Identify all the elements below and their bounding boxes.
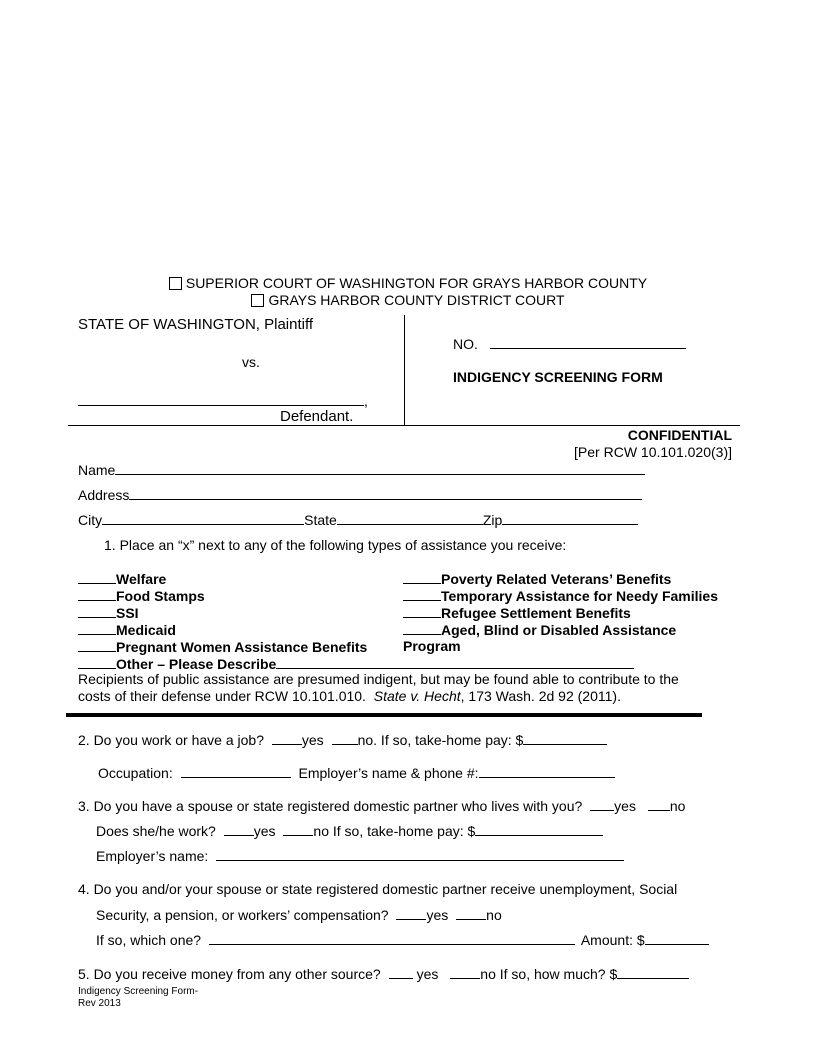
caption-divider <box>404 315 405 426</box>
superior-court-label: SUPERIOR COURT OF WASHINGTON FOR GRAYS HARBOR COUNTY <box>185 275 648 291</box>
city-label: City <box>78 512 103 528</box>
assist-food-stamps <box>78 587 205 604</box>
assist-food-stamps-blank[interactable] <box>78 587 116 601</box>
q4-which-row <box>96 931 709 948</box>
q5-yes-blank[interactable] <box>389 965 413 979</box>
assist-medicaid <box>78 621 176 638</box>
defendant-name-line <box>78 392 368 409</box>
q3-pay-field[interactable] <box>475 822 603 836</box>
q1-text: 1. Place an “x” next to any of the following types of assistance you receive: <box>104 537 567 553</box>
assist-ssi-label: SSI <box>116 605 139 621</box>
assist-medicaid-blank[interactable] <box>78 621 116 635</box>
q5-text: 5. Do you receive money from any other source? <box>78 966 381 982</box>
q5-no-label: no If so, how much? $ <box>480 966 618 982</box>
case-number-row <box>453 335 686 352</box>
q4-yes-blank[interactable] <box>396 906 426 920</box>
defendant-name-field[interactable] <box>78 392 364 406</box>
assist-tanf <box>403 587 718 604</box>
assist-welfare <box>78 570 166 587</box>
assist-ssi <box>78 604 139 621</box>
q3-work-row <box>96 822 603 839</box>
q5-no-blank[interactable] <box>450 965 480 979</box>
court-superior-row <box>0 275 816 291</box>
form-title: INDIGENCY SCREENING FORM <box>453 369 663 385</box>
assist-aged-blind-program: Program <box>403 638 461 654</box>
plaintiff-label: STATE OF WASHINGTON, Plaintiff <box>78 316 314 333</box>
q1-note-line2 <box>78 688 621 704</box>
q4-amount-field[interactable] <box>645 931 709 945</box>
assist-medicaid-label: Medicaid <box>116 622 176 638</box>
assist-refugee-label: Refugee Settlement Benefits <box>441 605 631 621</box>
assist-other <box>78 655 634 672</box>
q4-text2: Security, a pension, or workers’ compensation? <box>96 907 389 923</box>
q5-yes-label: yes <box>416 966 439 982</box>
q5-amount-field[interactable] <box>617 965 689 979</box>
confidential-citation: [Per RCW 10.101.020(3)] <box>574 444 732 460</box>
zip-label: Zip <box>482 512 503 528</box>
zip-field[interactable] <box>502 511 638 525</box>
q3-work-no-blank[interactable] <box>283 822 313 836</box>
q1-note-case: State v. Hecht <box>373 688 461 704</box>
footer-line2: Rev 2013 <box>78 998 121 1009</box>
q2-no-blank[interactable] <box>332 731 358 745</box>
defendant-comma: , <box>364 393 368 409</box>
assist-welfare-label: Welfare <box>116 571 167 587</box>
district-court-label: GRAYS HARBOR COUNTY DISTRICT COURT <box>268 292 565 308</box>
q2-occupation-field[interactable] <box>181 764 291 778</box>
district-court-checkbox[interactable] <box>251 294 264 307</box>
q3-work-no-label: no If so, take-home pay: $ <box>313 823 476 839</box>
confidential-title: CONFIDENTIAL <box>627 427 732 443</box>
q4-yes-label: yes <box>426 907 449 923</box>
assist-aged-blind-blank[interactable] <box>403 621 441 635</box>
state-field[interactable] <box>337 511 483 525</box>
q2-yes-blank[interactable] <box>272 731 302 745</box>
assist-tanf-blank[interactable] <box>403 587 441 601</box>
q3-employer-row <box>96 847 624 864</box>
caption-bottom-rule <box>68 425 740 426</box>
assist-tanf-label: Temporary Assistance for Needy Families <box>441 588 718 604</box>
name-label: Name <box>78 462 116 478</box>
superior-court-checkbox[interactable] <box>169 277 182 290</box>
q5-row <box>78 965 689 982</box>
q4-amount-label: Amount: $ <box>580 932 645 948</box>
q3-work-yes-label: yes <box>253 823 276 839</box>
q4-no-label: no <box>486 907 502 923</box>
section-divider <box>66 713 702 717</box>
assist-veterans-label: Poverty Related Veterans’ Benefits <box>441 571 672 587</box>
assist-food-stamps-label: Food Stamps <box>116 588 205 604</box>
assist-aged-blind <box>403 621 676 638</box>
q3-employer-field[interactable] <box>216 847 624 861</box>
assist-pregnant-women-blank[interactable] <box>78 638 116 652</box>
case-number-label: NO. <box>453 336 478 352</box>
q4-text: 4. Do you and/or your spouse or state registered domestic partner receive unemployment, Social <box>78 881 678 897</box>
q3-no-blank[interactable] <box>648 797 670 811</box>
vs-label: vs. <box>242 354 260 370</box>
q1-note-citation: , 173 Wash. 2d 92 (2011). <box>460 688 621 704</box>
q2-pay-field[interactable] <box>523 731 607 745</box>
q2-text: 2. Do you work or have a job? <box>78 732 264 748</box>
assist-veterans <box>403 570 671 587</box>
q4-which-label: If so, which one? <box>96 932 202 948</box>
q2-yes-label: yes <box>301 732 324 748</box>
q2-occupation-label: Occupation: <box>98 765 173 781</box>
q2-row <box>78 731 607 748</box>
q3-employer-label: Employer’s name: <box>96 848 209 864</box>
q3-work-label: Does she/he work? <box>96 823 216 839</box>
city-field[interactable] <box>102 511 304 525</box>
assist-other-describe-field[interactable] <box>276 655 634 669</box>
address-field[interactable] <box>129 486 642 500</box>
q4-which-field[interactable] <box>209 931 575 945</box>
case-number-field[interactable] <box>490 335 686 349</box>
city-row <box>78 511 638 528</box>
court-district-row <box>0 292 816 308</box>
q3-work-yes-blank[interactable] <box>224 822 254 836</box>
q4-no-blank[interactable] <box>456 906 486 920</box>
state-label: State <box>304 512 337 528</box>
address-label: Address <box>78 487 130 503</box>
address-row <box>78 486 642 503</box>
q2-occupation-row <box>98 764 615 781</box>
q2-no-label: no. If so, take-home pay: $ <box>357 732 524 748</box>
assist-pregnant-women <box>78 638 367 655</box>
assist-welfare-blank[interactable] <box>78 570 116 584</box>
defendant-label: Defendant. <box>280 408 354 425</box>
assist-ssi-blank[interactable] <box>78 604 116 618</box>
assist-veterans-blank[interactable] <box>403 570 441 584</box>
q2-employer-field[interactable] <box>479 764 615 778</box>
assist-refugee <box>403 604 631 621</box>
assist-aged-blind-label: Aged, Blind or Disabled Assistance <box>441 622 677 638</box>
assist-refugee-blank[interactable] <box>403 604 441 618</box>
q3-yes-blank[interactable] <box>590 797 614 811</box>
q3-yes-label: yes <box>614 798 636 814</box>
footer-line1: Indigency Screening Form- <box>78 986 199 997</box>
q2-employer-label: Employer’s name & phone #: <box>298 765 479 781</box>
q3-no-label: no <box>669 798 686 814</box>
assist-other-label: Other – Please Describe <box>116 656 277 672</box>
assist-pregnant-women-label: Pregnant Women Assistance Benefits <box>116 639 368 655</box>
q3-row <box>78 797 685 814</box>
assist-other-blank[interactable] <box>78 655 116 669</box>
q4-row2 <box>96 906 502 923</box>
name-row <box>78 461 645 478</box>
name-field[interactable] <box>115 461 645 475</box>
q3-text: 3. Do you have a spouse or state registered domestic partner who lives with you? <box>78 798 583 814</box>
q1-note-text: costs of their defense under RCW 10.101.010. <box>78 688 366 704</box>
q1-note-line1: Recipients of public assistance are presumed indigent, but may be found able to contribute to the <box>78 671 679 687</box>
